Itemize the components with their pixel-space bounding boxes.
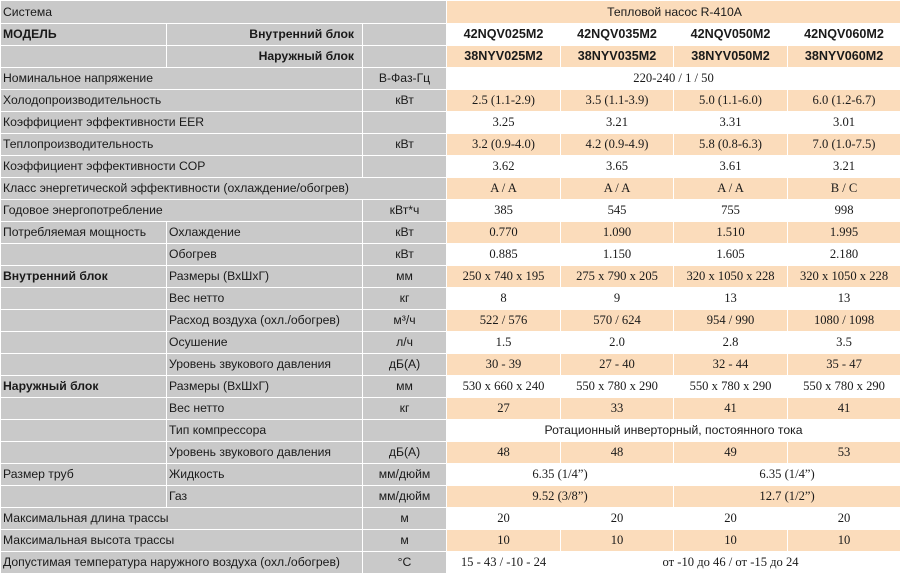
cell-value: 3.2 (0.9-4.0) — [447, 134, 561, 156]
outdoor-model: 38NYV025M2 — [447, 46, 561, 68]
indoor-unit-label: Внутренний блок — [167, 24, 363, 46]
cell-value: 35 - 47 — [788, 354, 900, 376]
cell-value: 9 — [561, 288, 674, 310]
row-sublabel: Тип компрессора — [167, 420, 363, 442]
cell-value: Ротационный инверторный, постоянного тока — [447, 420, 900, 442]
unit: м — [363, 508, 447, 530]
row-label: Коэффициент эффективности EER — [1, 112, 363, 134]
cell-value: 15 - 43 / -10 - 24 — [447, 552, 561, 574]
cell-value: 5.0 (1.1-6.0) — [674, 90, 788, 112]
row-sublabel: Охлаждение — [167, 222, 363, 244]
cell-value: 275 x 790 x 205 — [561, 266, 674, 288]
row-model — [1, 24, 900, 46]
row-indoor-airflow — [1, 310, 900, 332]
cell-value: 954 / 990 — [674, 310, 788, 332]
unit — [363, 156, 447, 178]
unit: м — [363, 530, 447, 552]
system-value: Тепловой насос R-410A — [447, 1, 900, 24]
unit: кВт — [363, 90, 447, 112]
cell-value: 3.21 — [788, 156, 900, 178]
cell-value: 8 — [447, 288, 561, 310]
cell-value: 48 — [447, 442, 561, 464]
row-sublabel: Вес нетто — [167, 288, 363, 310]
cell-value: 1.605 — [674, 244, 788, 266]
row-label: Допустимая температура наружного воздуха (охл./обогрев) — [1, 552, 363, 574]
cell-value: 1080 / 1098 — [788, 310, 900, 332]
cell-value: 20 — [674, 508, 788, 530]
row-sublabel: Уровень звукового давления — [167, 442, 363, 464]
cell-value: 0.885 — [447, 244, 561, 266]
unit: дБ(A) — [363, 354, 447, 376]
cell-value: 41 — [674, 398, 788, 420]
outdoor-model: 38NYV060M2 — [788, 46, 900, 68]
cell-value: 3.01 — [788, 112, 900, 134]
row-energy-class — [1, 178, 900, 200]
cell-value: 9.52 (3/8”) — [447, 486, 674, 508]
cell-value: 5.8 (0.8-6.3) — [674, 134, 788, 156]
cell-value: B / C — [788, 178, 900, 200]
row-outdoor-model — [1, 46, 900, 68]
row-indoor-weight — [1, 288, 900, 310]
indoor-model: 42NQV060M2 — [788, 24, 900, 46]
unit: °C — [363, 552, 447, 574]
cell-value: 545 — [561, 200, 674, 222]
row-pipe-gas — [1, 486, 900, 508]
row-compressor — [1, 420, 900, 442]
cell-value: 33 — [561, 398, 674, 420]
cell-value: 3.25 — [447, 112, 561, 134]
row-eer — [1, 112, 900, 134]
row-annual-consumption — [1, 200, 900, 222]
cell-value: 27 — [447, 398, 561, 420]
cell-value: 570 / 624 — [561, 310, 674, 332]
cell-value: 20 — [788, 508, 900, 530]
row-label: Годовое энергопотребление — [1, 200, 363, 222]
cell-value: 2.180 — [788, 244, 900, 266]
row-outdoor-dimensions — [1, 376, 900, 398]
row-outdoor-noise — [1, 442, 900, 464]
unit: кВт — [363, 222, 447, 244]
cell-value: 13 — [788, 288, 900, 310]
cell-value: 1.090 — [561, 222, 674, 244]
row-power-cooling — [1, 222, 900, 244]
cell-value: 12.7 (1/2”) — [674, 486, 900, 508]
cell-value: 4.2 (0.9-4.9) — [561, 134, 674, 156]
unit: дБ(A) — [363, 442, 447, 464]
row-label: Максимальная высота трассы — [1, 530, 363, 552]
cell-value: 522 / 576 — [447, 310, 561, 332]
cell-value: 1.995 — [788, 222, 900, 244]
cell-value: 30 - 39 — [447, 354, 561, 376]
cell-value: 48 — [561, 442, 674, 464]
cell-value: 3.61 — [674, 156, 788, 178]
row-label: Номинальное напряжение — [1, 68, 363, 90]
cell-value: 250 x 740 x 195 — [447, 266, 561, 288]
cell-value: 320 x 1050 x 228 — [674, 266, 788, 288]
outdoor-model: 38NYV050M2 — [674, 46, 788, 68]
indoor-model: 42NQV050M2 — [674, 24, 788, 46]
outdoor-unit-label: Наружный блок — [167, 46, 363, 68]
row-sublabel: Размеры (ВхШхГ) — [167, 266, 363, 288]
cell-value: 385 — [447, 200, 561, 222]
cell-value: A / A — [447, 178, 561, 200]
cell-value: 0.770 — [447, 222, 561, 244]
row-pipe-liquid — [1, 464, 900, 486]
row-label: Внутренний блок — [1, 266, 167, 288]
row-max-height — [1, 530, 900, 552]
indoor-model: 42NQV025M2 — [447, 24, 561, 46]
cell-value: A / A — [674, 178, 788, 200]
unit — [363, 420, 447, 442]
row-label: Класс энергетической эффективности (охлаждение/обогрев) — [1, 178, 447, 200]
row-voltage — [1, 68, 900, 90]
row-label: Теплопроизводительность — [1, 134, 363, 156]
cell-value: 220-240 / 1 / 50 — [447, 68, 900, 90]
outdoor-model: 38NYV035M2 — [561, 46, 674, 68]
model-label: МОДЕЛЬ — [1, 24, 167, 46]
cell-value: 550 x 780 x 290 — [561, 376, 674, 398]
cell-value: 10 — [788, 530, 900, 552]
unit: кг — [363, 288, 447, 310]
cell-value: 10 — [561, 530, 674, 552]
unit: м³/ч — [363, 310, 447, 332]
cell-value: 41 — [788, 398, 900, 420]
row-heating-capacity — [1, 134, 900, 156]
cell-value: 755 — [674, 200, 788, 222]
row-indoor-noise — [1, 354, 900, 376]
row-label: Максимальная длина трассы — [1, 508, 363, 530]
cell-value: 13 — [674, 288, 788, 310]
cell-value: 32 - 44 — [674, 354, 788, 376]
row-label: Наружный блок — [1, 376, 167, 398]
unit: кВт*ч — [363, 200, 447, 222]
row-power-heating — [1, 244, 900, 266]
cell-value: 10 — [447, 530, 561, 552]
cell-value: 3.5 — [788, 332, 900, 354]
row-outdoor-weight — [1, 398, 900, 420]
cell-value: 550 x 780 x 290 — [674, 376, 788, 398]
row-sublabel: Уровень звукового давления — [167, 354, 363, 376]
cell-value: 3.5 (1.1-3.9) — [561, 90, 674, 112]
unit: кВт — [363, 134, 447, 156]
cell-value: 6.0 (1.2-6.7) — [788, 90, 900, 112]
unit: мм — [363, 376, 447, 398]
cell-value: 20 — [561, 508, 674, 530]
row-cooling-capacity — [1, 90, 900, 112]
cell-value: 6.35 (1/4”) — [674, 464, 900, 486]
row-sublabel: Жидкость — [167, 464, 363, 486]
row-indoor-dimensions — [1, 266, 900, 288]
unit: мм/дюйм — [363, 464, 447, 486]
row-sublabel: Расход воздуха (охл./обогрев) — [167, 310, 363, 332]
row-label: Размер труб — [1, 464, 167, 486]
cell-value: 2.5 (1.1-2.9) — [447, 90, 561, 112]
cell-value: 550 x 780 x 290 — [788, 376, 900, 398]
unit: мм/дюйм — [363, 486, 447, 508]
row-indoor-dehumidification — [1, 332, 900, 354]
cell-value: 53 — [788, 442, 900, 464]
row-cop — [1, 156, 900, 178]
cell-value: 3.62 — [447, 156, 561, 178]
cell-value: 530 x 660 x 240 — [447, 376, 561, 398]
row-sublabel: Обогрев — [167, 244, 363, 266]
cell-value: 3.31 — [674, 112, 788, 134]
cell-value: 2.8 — [674, 332, 788, 354]
row-max-length — [1, 508, 900, 530]
cell-value: 998 — [788, 200, 900, 222]
cell-value: A / A — [561, 178, 674, 200]
row-sublabel: Осушение — [167, 332, 363, 354]
cell-value: 20 — [447, 508, 561, 530]
cell-value: 2.0 — [561, 332, 674, 354]
row-sublabel: Газ — [167, 486, 363, 508]
cell-value: 320 x 1050 x 228 — [788, 266, 900, 288]
unit: л/ч — [363, 332, 447, 354]
cell-value: 27 - 40 — [561, 354, 674, 376]
row-sublabel: Размеры (ВхШхГ) — [167, 376, 363, 398]
unit: В-Фаз-Гц — [363, 68, 447, 90]
row-label: Коэффициент эффективности COP — [1, 156, 363, 178]
row-system — [1, 1, 900, 24]
cell-value: 10 — [674, 530, 788, 552]
cell-value: 3.65 — [561, 156, 674, 178]
cell-value: 1.5 — [447, 332, 561, 354]
cell-value: от -10 до 46 / от -15 до 24 — [561, 552, 900, 574]
row-label: Холодопроизводительность — [1, 90, 363, 112]
cell-value: 3.21 — [561, 112, 674, 134]
row-temperature — [1, 552, 900, 574]
indoor-model: 42NQV035M2 — [561, 24, 674, 46]
row-label: Потребляемая мощность — [1, 222, 167, 244]
cell-value: 49 — [674, 442, 788, 464]
row-sublabel: Вес нетто — [167, 398, 363, 420]
cell-value: 1.510 — [674, 222, 788, 244]
unit — [363, 112, 447, 134]
unit: мм — [363, 266, 447, 288]
cell-value: 1.150 — [561, 244, 674, 266]
unit: кг — [363, 398, 447, 420]
system-label: Система — [1, 1, 447, 24]
cell-value: 6.35 (1/4”) — [447, 464, 674, 486]
unit: кВт — [363, 244, 447, 266]
cell-value: 7.0 (1.0-7.5) — [788, 134, 900, 156]
